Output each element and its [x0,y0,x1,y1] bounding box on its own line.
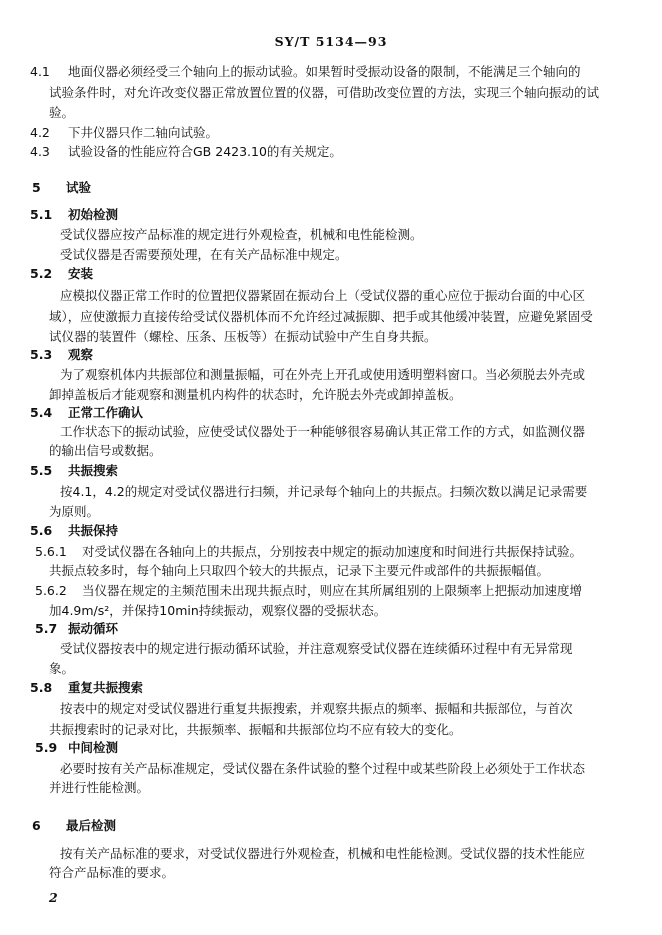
clause-5-4-title: 正常工作确认 [68,405,144,420]
clause-number-4-1: 4.1 [30,64,50,79]
clause-5-2-line-2: 域），应使激振力直接传给受试仪器机体而不允许经过减振脚、把手或其他缓冲装置，应避免紧固受 [49,309,593,324]
clause-5-1-title: 初始检测 [68,207,119,222]
clause-5-8-line-2: 共振搜索时的记录对比，共振频率、振幅和共振部位均不应有较大的变化。 [49,722,462,737]
clause-5-5-line-1: 按4.1，4.2的规定对受试仪器进行扫频，并记录每个轴向上的共振点。扫频次数以满足记录需要 [60,484,588,499]
clause-5-6-2-line-2: 加4.9m/s²，并保持10min持续振动，观察仪器的受振状态。 [49,603,387,618]
clause-4-1-line-1: 地面仪器必须经受三个轴向上的振动试验。如果暂时受振动设备的限制，不能满足三个轴向的 [68,64,581,79]
clause-number-5-3: 5.3 [30,347,53,362]
clause-5-1-line-1: 受试仪器应按产品标准的规定进行外观检查，机械和电性能检测。 [60,227,423,242]
clause-number-5-6-1: 5.6.1 [35,544,67,559]
section-6-line-1: 按有关产品标准的要求，对受试仪器进行外观检查，机械和电性能检测。受试仪器的技术性能应 [60,846,586,861]
clause-5-7-line-1: 受试仪器按表中的规定进行振动循环试验，并注意观察受试仪器在连续循环过程中有无异常现 [60,641,573,656]
clause-5-6-title: 共振保持 [68,523,119,538]
clause-5-6-1-line-1: 对受试仪器在各轴向上的共振点，分别按表中规定的振动加速度和时间进行共振保持试验。 [82,544,583,559]
clause-number-5-1: 5.1 [30,207,53,222]
clause-5-4-line-2: 的输出信号或数据。 [49,443,162,458]
clause-number-5-2: 5.2 [30,266,53,281]
page-number: 2 [49,890,58,905]
clause-5-9-title: 中间检测 [68,740,119,755]
section-number-6: 6 [32,818,41,833]
clause-5-3-title: 观察 [68,347,94,362]
clause-5-4-line-1: 工作状态下的振动试验，应使受试仪器处于一种能够很容易确认其正常工作的方式，如监测仪器 [60,424,586,439]
clause-5-3-line-1: 为了观察机体内共振部位和测量振幅，可在外壳上开孔或使用透明塑料窗口。当必须脱去外壳或 [60,367,586,382]
clause-5-7-title: 振动循环 [68,621,119,636]
clause-5-9-line-1: 必要时按有关产品标准规定，受试仪器在条件试验的整个过程中或某些阶段上必须处于工作状态 [60,761,586,776]
clause-number-5-9: 5.9 [35,740,58,755]
clause-4-1-line-2: 试验条件时，对允许改变仪器正常放置位置的仪器，可借助改变位置的方法，实现三个轴向振动的试 [49,85,600,100]
clause-number-5-8: 5.8 [30,680,53,695]
standard-code-header: SY/T 5134—93 [274,34,388,49]
clause-4-3-line-1: 试验设备的性能应符合GB 2423.10的有关规定。 [68,144,342,159]
clause-5-1-line-2: 受试仪器是否需要预处理，在有关产品标准中规定。 [60,247,348,262]
section-number-5: 5 [32,180,41,195]
clause-number-4-2: 4.2 [30,125,50,140]
clause-5-9-line-2: 并进行性能检测。 [49,780,150,795]
section-6-title: 最后检测 [66,818,117,833]
clause-number-5-7: 5.7 [35,621,58,636]
clause-5-2-title: 安装 [68,266,94,281]
clause-5-3-line-2: 卸掉盖板后才能观察和测量机内构件的状态时，允许脱去外壳或卸掉盖板。 [49,387,462,402]
section-6-line-2: 符合产品标准的要求。 [49,865,175,880]
clause-5-8-title: 重复共振搜索 [68,680,144,695]
clause-5-7-line-2: 象。 [49,661,75,676]
clause-number-5-5: 5.5 [30,463,53,478]
clause-5-2-line-3: 试仪器的装置件（螺栓、压条、压板等）在振动试验中产生自身共振。 [49,329,437,344]
clause-5-8-line-1: 按表中的规定对受试仪器进行重复共振搜索，并观察共振点的频率、振幅和共振部位，与首次 [60,701,573,716]
clause-5-5-line-2: 为原则。 [49,504,100,519]
clause-number-5-6-2: 5.6.2 [35,583,67,598]
clause-number-5-4: 5.4 [30,405,53,420]
clause-5-6-1-line-2: 共振点较多时，每个轴向上只取四个较大的共振点，记录下主要元件或部件的共振振幅值。 [49,563,550,578]
clause-5-2-line-1: 应模拟仪器正常工作时的位置把仪器紧固在振动台上（受试仪器的重心应位于振动台面的中心区 [60,288,586,303]
clause-number-5-6: 5.6 [30,523,53,538]
clause-5-5-title: 共振搜索 [68,463,119,478]
clause-5-6-2-line-1: 当仪器在规定的主频范围未出现共振点时，则应在其所属组别的上限频率上把振动加速度增 [82,583,583,598]
clause-number-4-3: 4.3 [30,144,50,159]
clause-4-1-line-3: 验。 [49,105,75,120]
section-5-title: 试验 [66,180,92,195]
clause-4-2-line-1: 下井仪器只作二轴向试验。 [68,125,219,140]
